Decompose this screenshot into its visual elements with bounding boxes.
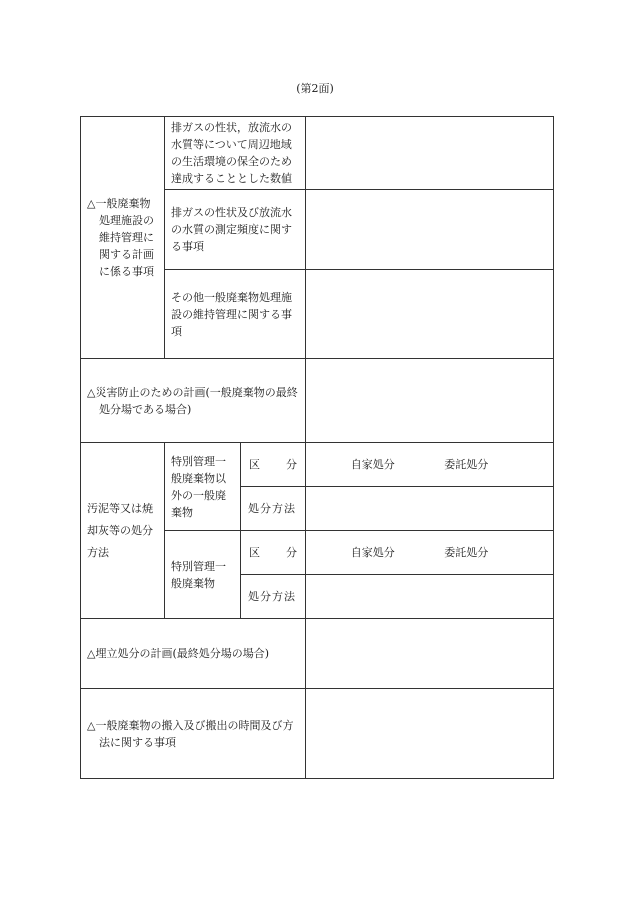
maintenance-section-label: △一般廃棄物処理施設の維持管理に関する計画に係る事項 <box>87 197 154 278</box>
sludge-section-label: 汚泥等又は焼却灰等の処分方法 <box>87 501 153 559</box>
sludge-row-1 <box>81 443 554 487</box>
maintenance-section-label-cell <box>81 117 165 359</box>
sludge-group-2-label-cell <box>165 531 241 619</box>
landfill-row <box>81 619 554 689</box>
landfill-label-cell <box>81 619 306 689</box>
maintenance-item-2-cell <box>165 190 306 270</box>
option-consigned-disposal[interactable]: 委託処分 <box>444 458 489 471</box>
disaster-row <box>81 359 554 443</box>
method-label-cell <box>241 575 306 619</box>
option-self-disposal[interactable]: 自家処分 <box>350 546 395 559</box>
group-1-classification-cell <box>306 443 554 487</box>
maintenance-item-2-entry[interactable] <box>306 190 554 270</box>
maintenance-item-label: 排ガスの性状及び放流水の水質の測定頻度に関する事項 <box>171 206 292 253</box>
kubun-label-left: 区 <box>249 546 260 559</box>
disaster-entry[interactable] <box>306 359 554 443</box>
application-form-table <box>80 116 554 779</box>
kubun-label-cell <box>241 531 306 575</box>
transport-label: △一般廃棄物の搬入及び搬出の時間及び方法に関する事項 <box>87 718 294 749</box>
method-label: 処分方法 <box>248 590 296 603</box>
transport-row <box>81 689 554 779</box>
kubun-label-left: 区 <box>249 458 260 471</box>
maintenance-item-3-cell <box>165 270 306 359</box>
group-2-classification-cell <box>306 531 554 575</box>
option-consigned-disposal[interactable]: 委託処分 <box>444 546 489 559</box>
kubun-label-right: 分 <box>286 546 297 559</box>
transport-label-cell <box>81 689 306 779</box>
method-label: 処分方法 <box>248 502 296 515</box>
option-self-disposal[interactable]: 自家処分 <box>350 458 395 471</box>
method-label-cell <box>241 487 306 531</box>
sludge-group-label: 特別管理一般廃棄物以外の一般廃棄物 <box>171 454 226 519</box>
disaster-label: △災害防止のための計画(一般廃棄物の最終処分場である場合) <box>87 385 298 416</box>
kubun-label-right: 分 <box>286 458 297 471</box>
landfill-entry[interactable] <box>306 619 554 689</box>
maintenance-item-label: 排ガスの性状，放流水の水質等について周辺地域の生活環境の保全のため達成することとした数値 <box>171 121 292 185</box>
sludge-section-label-cell <box>81 443 165 619</box>
disaster-label-cell <box>81 359 306 443</box>
sludge-group-1-label-cell <box>165 443 241 531</box>
maintenance-item-1-entry[interactable] <box>306 117 554 190</box>
maintenance-item-label: その他一般廃棄物処理施設の維持管理に関する事項 <box>171 290 292 338</box>
maintenance-item-1-cell <box>165 117 306 190</box>
kubun-label-cell <box>241 443 306 487</box>
sludge-group-label: 特別管理一般廃棄物 <box>171 559 226 590</box>
maintenance-row-1 <box>81 117 554 190</box>
group-2-method-entry[interactable] <box>306 575 554 619</box>
maintenance-item-3-entry[interactable] <box>306 270 554 359</box>
landfill-label: △埋立処分の計画(最終処分場の場合) <box>87 647 270 660</box>
group-1-method-entry[interactable] <box>306 487 554 531</box>
page-label: (第2面) <box>296 82 334 95</box>
transport-entry[interactable] <box>306 689 554 779</box>
